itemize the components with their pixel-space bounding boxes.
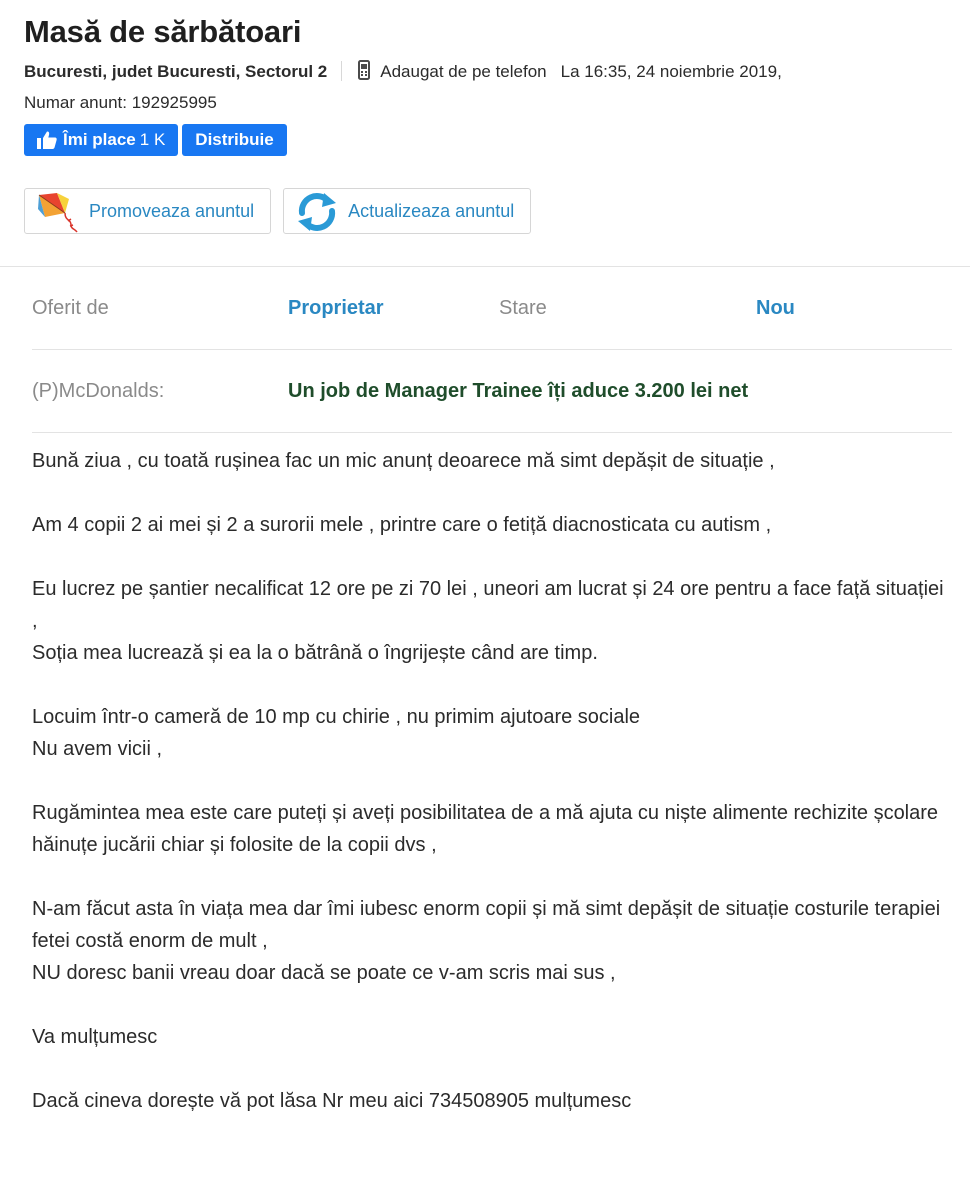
- like-count: 1 K: [139, 130, 166, 149]
- description-line: NU doresc banii vreau doar dacă se poate ce v-am scris mai sus ,: [32, 962, 616, 984]
- sponsor-link[interactable]: Un job de Manager Trainee îți aduce 3.200 lei net: [288, 379, 749, 402]
- description-paragraph: [32, 1021, 952, 1053]
- description-line: Bună ziua , cu toată rușinea fac un mic anunț deoarece mă simt depășit de situație ,: [32, 450, 775, 472]
- meta-divider: [341, 61, 342, 81]
- description-line: N-am făcut asta în viața mea dar îmi iubesc enorm copii și mă simt depășit de situație costurile terapiei fetei costă enorm de mult ,: [32, 898, 941, 952]
- description-paragraph: [32, 573, 952, 669]
- description-paragraph: [32, 893, 952, 989]
- description-line: Va mulțumesc: [32, 1026, 158, 1048]
- sponsored-row: [32, 350, 952, 433]
- promote-ad-button[interactable]: [24, 188, 271, 234]
- posted-date: La 16:35, 24 noiembrie 2019,: [560, 62, 782, 81]
- ad-number: Numar anunt: 192925995: [24, 93, 217, 112]
- refresh-ad-label: Actualizeaza anuntul: [348, 201, 515, 221]
- refresh-ad-button[interactable]: [283, 188, 531, 234]
- kite-icon: [35, 201, 89, 221]
- location: Bucuresti, judet Bucuresti, Sectorul 2: [24, 62, 328, 81]
- facebook-buttons: [24, 124, 946, 156]
- phone-icon: [358, 60, 370, 86]
- page-title: Masă de sărbătoari: [24, 14, 302, 49]
- offered-by-label: Oferit de: [32, 296, 109, 319]
- added-from: Adaugat de pe telefon: [380, 62, 547, 81]
- description-paragraph: [32, 445, 952, 477]
- listing-actions: [24, 188, 946, 234]
- description-line: Eu lucrez pe șantier necalificat 12 ore pe zi 70 lei , uneori am lucrat și 24 ore pentru a face față situației ,: [32, 578, 944, 632]
- thumbs-up-icon: [37, 130, 63, 149]
- description-line: Rugămintea mea este care puteți și aveți posibilitatea de a mă ajuta cu niște alimente rechizite școlare hăinuțe jucării chiar și folosite de la copii dvs ,: [32, 802, 939, 856]
- details-table: [0, 267, 970, 433]
- refresh-icon: [294, 201, 348, 221]
- description-line: Soția mea lucrează și ea la o bătrână o îngrijește când are timp.: [32, 642, 598, 664]
- description-line: Dacă cineva dorește vă pot lăsa Nr meu aici 734508905 mulțumesc: [32, 1090, 632, 1112]
- state-value[interactable]: Nou: [756, 296, 795, 319]
- facebook-like-button[interactable]: [24, 124, 178, 156]
- promote-ad-label: Promoveaza anuntul: [89, 201, 255, 221]
- description-line: Nu avem vicii ,: [32, 738, 163, 760]
- sponsor-label: (P)McDonalds:: [32, 379, 165, 402]
- listing-meta: [24, 60, 946, 86]
- description-paragraph: [32, 1085, 952, 1117]
- facebook-share-button[interactable]: Distribuie: [182, 124, 286, 156]
- like-label: Îmi place: [63, 130, 136, 149]
- description-line: Am 4 copii 2 ai mei și 2 a surorii mele , printre care o fetiță diacnosticata cu autism ,: [32, 514, 772, 536]
- state-label: Stare: [499, 296, 547, 319]
- description-paragraph: [32, 701, 952, 765]
- listing-header: [0, 0, 970, 234]
- offered-by-value[interactable]: Proprietar: [288, 296, 384, 319]
- description-paragraph: [32, 509, 952, 541]
- details-row: [32, 267, 952, 350]
- description: [0, 433, 970, 1117]
- description-paragraph: [32, 797, 952, 861]
- description-line: Locuim într-o cameră de 10 mp cu chirie , nu primim ajutoare sociale: [32, 706, 641, 728]
